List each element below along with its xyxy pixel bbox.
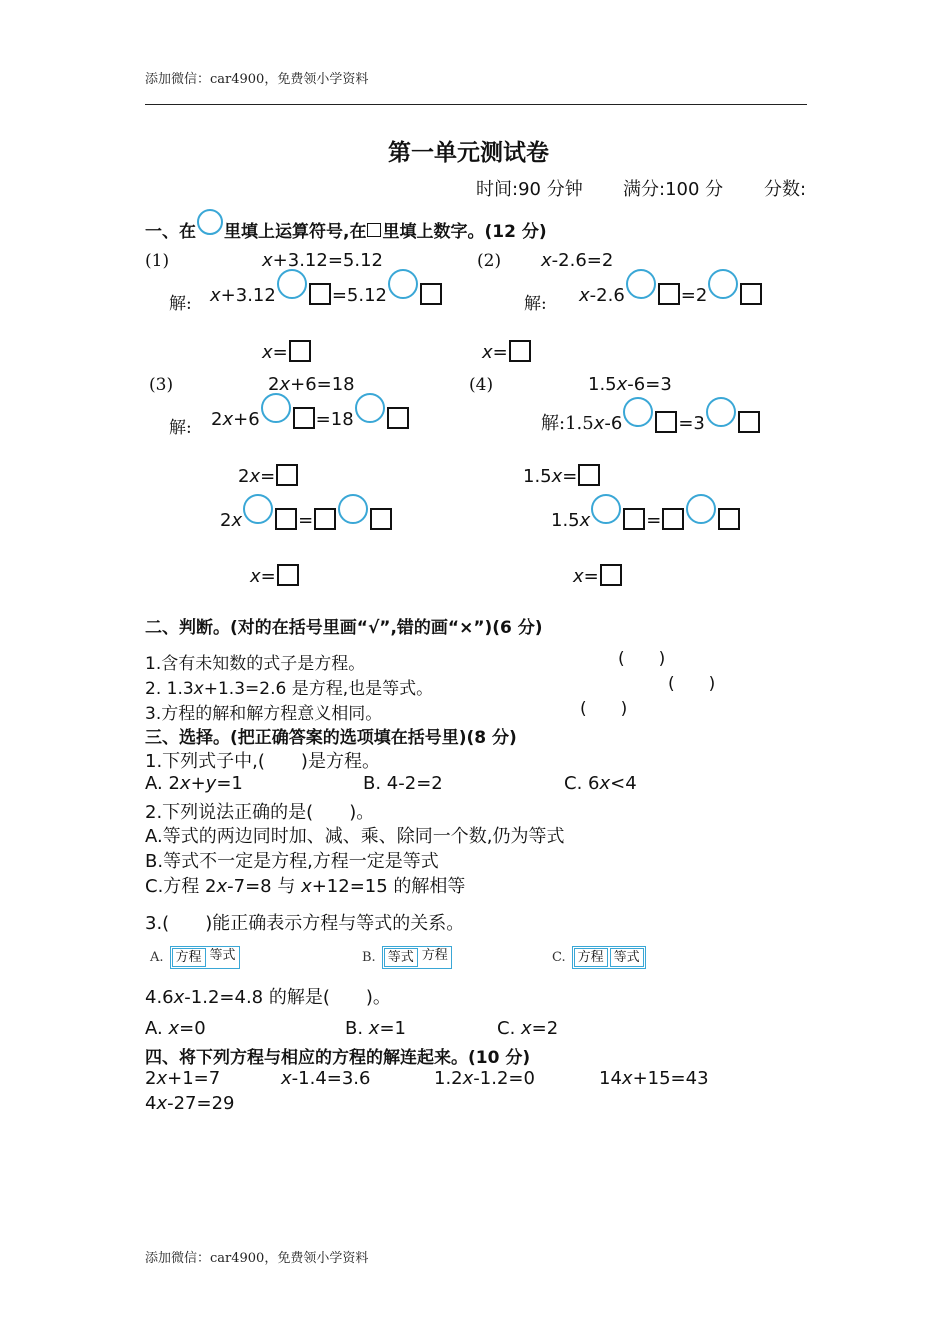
choice-q4-option-c[interactable]: C. x=2 xyxy=(497,1018,559,1039)
operator-circle[interactable] xyxy=(708,269,738,299)
section1-heading: 一、在 里填上运算符号,在 里填上数字。(12 分) xyxy=(145,217,547,242)
number-box[interactable] xyxy=(600,564,622,586)
number-box[interactable] xyxy=(509,340,531,362)
judge-q1-answer[interactable]: ( ) xyxy=(618,649,666,669)
header-rule xyxy=(145,104,807,105)
choice-q2-option-a[interactable]: A.等式的两边同时加、减、乘、除同一个数,仍为等式 xyxy=(145,826,565,847)
operator-circle[interactable] xyxy=(686,494,716,524)
meta-score: 分数: xyxy=(764,179,807,200)
operator-circle[interactable] xyxy=(388,269,418,299)
operator-circle[interactable] xyxy=(591,494,621,524)
page-title: 第一单元测试卷 xyxy=(388,139,549,166)
p3-step2: 2x= xyxy=(238,466,299,488)
judge-q2-answer[interactable]: ( ) xyxy=(668,674,716,694)
match-equation-5[interactable]: 4x-27=29 xyxy=(145,1093,235,1114)
number-box[interactable] xyxy=(740,283,762,305)
choice-q2-option-b[interactable]: B.等式不一定是方程,方程一定是等式 xyxy=(145,851,439,872)
section2-heading: 二、判断。(对的在括号里画“√”,错的画“×”)(6 分) xyxy=(145,618,543,638)
p3-solution-label: 解: xyxy=(169,418,192,438)
p1-equation: x+3.12=5.12 xyxy=(262,250,383,271)
footer-note: 添加微信：car4900，免费领小学资料 xyxy=(145,1251,369,1266)
number-box[interactable] xyxy=(655,411,677,433)
choice-q3: 3.( )能正确表示方程与等式的关系。 xyxy=(145,913,465,934)
operator-circle[interactable] xyxy=(277,269,307,299)
circle-symbol-icon xyxy=(197,209,223,235)
p3-equation: 2x+6=18 xyxy=(268,374,355,395)
match-equation-2[interactable]: x-1.4=3.6 xyxy=(281,1068,371,1089)
p2-step1: x-2.6 =2 xyxy=(579,285,763,307)
number-box[interactable] xyxy=(738,411,760,433)
number-box[interactable] xyxy=(309,283,331,305)
choice-q2-option-c[interactable]: C.方程 2x-7=8 与 x+12=15 的解相等 xyxy=(145,876,466,897)
p4-step3: 1.5x = xyxy=(551,510,741,532)
header-note: 添加微信：car4900，免费领小学资料 xyxy=(145,72,369,87)
judge-q3-answer[interactable]: ( ) xyxy=(580,699,628,719)
p1-answer: x= xyxy=(262,342,312,364)
p2-answer: x= xyxy=(482,342,532,364)
operator-circle[interactable] xyxy=(706,397,736,427)
match-equation-3[interactable]: 1.2x-1.2=0 xyxy=(434,1068,535,1089)
p3-label: (3) xyxy=(149,375,174,395)
choice-q4-option-b[interactable]: B. x=1 xyxy=(345,1018,406,1039)
number-box[interactable] xyxy=(658,283,680,305)
number-box[interactable] xyxy=(387,407,409,429)
venn-diagram-c: 方程 等式 xyxy=(572,946,646,969)
choice-q3-option-c[interactable]: C. 方程 等式 xyxy=(552,946,646,969)
number-box[interactable] xyxy=(293,407,315,429)
choice-q1: 1.下列式子中,( )是方程。 xyxy=(145,751,380,772)
choice-q3-option-b[interactable]: B. 等式 方程 xyxy=(362,946,452,969)
square-symbol-icon xyxy=(367,223,381,237)
judge-q1: 1.含有未知数的式子是方程。 xyxy=(145,654,366,674)
p1-solution-label: 解: xyxy=(169,294,192,314)
judge-q2: 2. 1.3x+1.3=2.6 是方程,也是等式。 xyxy=(145,679,434,699)
operator-circle[interactable] xyxy=(626,269,656,299)
match-equation-1[interactable]: 2x+1=7 xyxy=(145,1068,221,1089)
p4-step2: 1.5x= xyxy=(523,466,601,488)
choice-q4-option-a[interactable]: A. x=0 xyxy=(145,1018,206,1039)
number-box[interactable] xyxy=(276,464,298,486)
match-equation-4[interactable]: 14x+15=43 xyxy=(599,1068,709,1089)
operator-circle[interactable] xyxy=(338,494,368,524)
choice-q1-option-c[interactable]: C. 6x<4 xyxy=(564,773,637,794)
section3-heading: 三、选择。(把正确答案的选项填在括号里)(8 分) xyxy=(145,728,517,748)
meta-time: 时间:90 分钟 xyxy=(476,179,583,200)
venn-diagram-a: 方程 等式 xyxy=(170,946,240,969)
operator-circle[interactable] xyxy=(243,494,273,524)
number-box[interactable] xyxy=(289,340,311,362)
number-box[interactable] xyxy=(277,564,299,586)
number-box[interactable] xyxy=(662,508,684,530)
p2-label: (2) xyxy=(477,251,502,271)
choice-q4: 4.6x-1.2=4.8 的解是( )。 xyxy=(145,987,391,1008)
operator-circle[interactable] xyxy=(261,393,291,423)
choice-q1-option-a[interactable]: A. 2x+y=1 xyxy=(145,773,243,794)
section4-heading: 四、将下列方程与相应的方程的解连起来。(10 分) xyxy=(145,1048,531,1068)
meta-full: 满分:100 分 xyxy=(623,179,724,200)
p4-answer: x= xyxy=(573,566,623,588)
p2-equation: x-2.6=2 xyxy=(541,250,614,271)
number-box[interactable] xyxy=(420,283,442,305)
p3-answer: x= xyxy=(250,566,300,588)
p1-label: (1) xyxy=(145,251,170,271)
number-box[interactable] xyxy=(314,508,336,530)
choice-q2: 2.下列说法正确的是( )。 xyxy=(145,802,375,823)
number-box[interactable] xyxy=(275,508,297,530)
p3-step1: 2x+6 =18 xyxy=(211,409,410,431)
judge-q3: 3.方程的解和解方程意义相同。 xyxy=(145,704,383,724)
p2-solution-label: 解: xyxy=(524,294,547,314)
p4-equation: 1.5x-6=3 xyxy=(588,374,672,395)
p1-step1: x+3.12 =5.12 xyxy=(210,285,443,307)
number-box[interactable] xyxy=(370,508,392,530)
choice-q3-option-a[interactable]: A. 方程 等式 xyxy=(150,946,240,969)
venn-diagram-b: 等式 方程 xyxy=(382,946,452,969)
operator-circle[interactable] xyxy=(623,397,653,427)
number-box[interactable] xyxy=(578,464,600,486)
p4-label: (4) xyxy=(469,375,494,395)
number-box[interactable] xyxy=(623,508,645,530)
p4-step1: 解:1.5x-6 =3 xyxy=(541,409,761,435)
choice-q1-option-b[interactable]: B. 4-2=2 xyxy=(363,773,443,794)
number-box[interactable] xyxy=(718,508,740,530)
p3-step3: 2x = xyxy=(220,510,393,532)
operator-circle[interactable] xyxy=(355,393,385,423)
